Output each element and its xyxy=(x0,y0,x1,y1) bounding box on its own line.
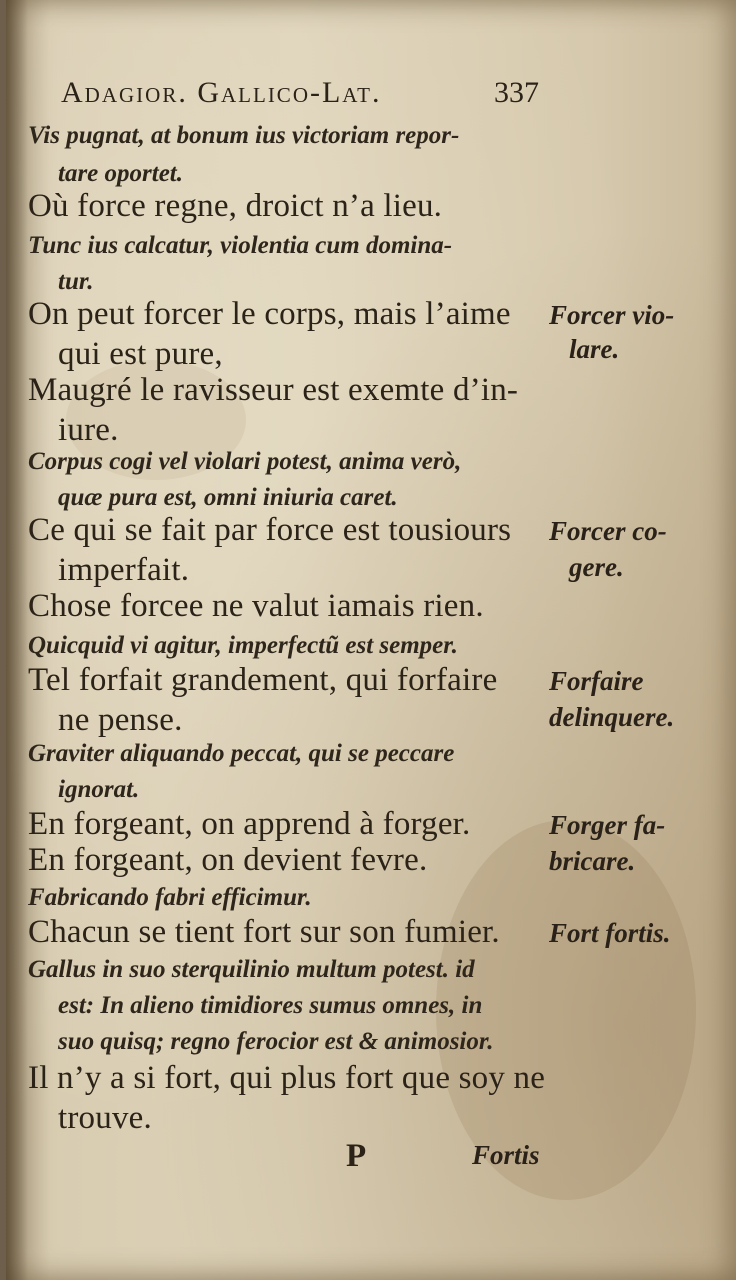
margin-note: Forger fa- xyxy=(549,810,666,840)
text-line: est: In alieno timidiores sumus omnes, in xyxy=(58,992,483,1019)
page-number: 337 xyxy=(494,76,539,109)
text-line: trouve. xyxy=(58,1100,152,1136)
margin-note: Forcer co- xyxy=(549,516,667,546)
page-gutter-shadow xyxy=(6,0,28,1280)
book-page xyxy=(6,0,736,1280)
text-line: Corpus cogi vel violari potest, anima verò, xyxy=(28,448,462,475)
text-line: En forgeant, on apprend à forger. xyxy=(28,806,471,842)
text-line: Chacun se tient fort sur son fumier. xyxy=(28,914,500,950)
text-line: qui est pure, xyxy=(58,336,223,372)
running-title: Adagior. Gallico-Lat. xyxy=(61,76,382,109)
text-line: tare oportet. xyxy=(58,160,183,187)
text-line: Quicquid vi agitur, imperfectũ est semper. xyxy=(28,632,458,659)
text-line: Fabricando fabri efficimur. xyxy=(28,884,312,911)
margin-note: lare. xyxy=(569,334,620,364)
margin-note: Forcer vio- xyxy=(549,300,675,330)
catchword: Fortis xyxy=(472,1140,540,1170)
margin-note: Forfaire xyxy=(549,666,644,696)
text-line: On peut forcer le corps, mais l’aime xyxy=(28,296,511,332)
text-line: Chose forcee ne valut iamais rien. xyxy=(28,588,484,624)
margin-note: bricare. xyxy=(549,846,636,876)
text-line: Tel forfait grandement, qui forfaire xyxy=(28,662,498,698)
text-line: iure. xyxy=(58,412,119,448)
text-line: Ce qui se fait par force est tousiours xyxy=(28,512,512,548)
margin-note: delinquere. xyxy=(549,702,675,732)
text-line: Graviter aliquando peccat, qui se peccare xyxy=(28,740,455,767)
text-line: Il n’y a si fort, qui plus fort que soy ne xyxy=(28,1060,546,1096)
text-line: tur. xyxy=(58,268,94,295)
text-line: Gallus in suo sterquilinio multum potest. id xyxy=(28,956,475,983)
text-line: Maugré le ravisseur est exemte d’in- xyxy=(28,372,519,408)
text-line: En forgeant, on devient fevre. xyxy=(28,842,428,878)
text-line: Vis pugnat, at bonum ius victoriam repor- xyxy=(28,122,460,149)
margin-note: gere. xyxy=(569,552,624,582)
text-line: quæ pura est, omni iniuria caret. xyxy=(58,484,398,511)
text-line: suo quisq; regno ferocior est & animosior. xyxy=(58,1028,494,1055)
text-line: Tunc ius calcatur, violentia cum domina- xyxy=(28,232,453,259)
text-line: imperfait. xyxy=(58,552,190,588)
text-line: ne pense. xyxy=(58,702,183,738)
signature-mark: P xyxy=(346,1138,367,1174)
text-line: ignorat. xyxy=(58,776,140,803)
margin-note: Fort fortis. xyxy=(549,918,671,948)
text-line: Où force regne, droict n’a lieu. xyxy=(28,188,443,224)
